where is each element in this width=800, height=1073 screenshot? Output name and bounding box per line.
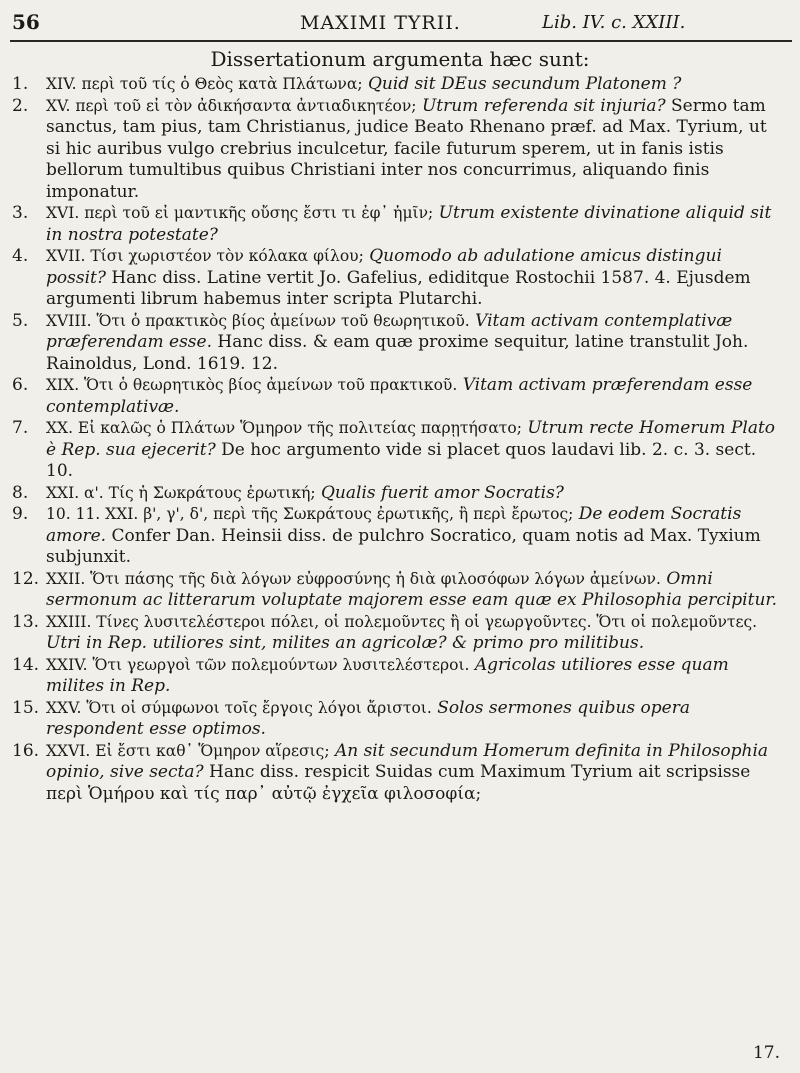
- entry-number: 4.: [12, 246, 29, 266]
- greek-title: XXIII. Τίνες λυσιτελέστεροι πόλει, οἱ πολεμοῦντες ἢ οἱ γεωργοῦντες. Ὅτι οἱ πολεμοῦντες.: [46, 612, 758, 631]
- entry-number: 5.: [12, 310, 29, 331]
- dissertation-entry: [0, 375, 800, 418]
- latin-title: Utri in Rep. utiliores sint, milites an agricolæ? & primo pro militibus.: [46, 633, 645, 653]
- dissertation-entry: [0, 569, 800, 612]
- latin-title: De eodem Socratis amore.: [46, 504, 742, 546]
- latin-title: Vitam activam præferendam esse contemplativæ.: [46, 375, 753, 417]
- entry-note: Confer Dan. Heinsii diss. de pulchro Socratico, quam notis ad Max. Tyxium subjunxit.: [46, 525, 761, 567]
- latin-title: Agricolas utiliores esse quam milites in Rep.: [46, 654, 729, 696]
- entry-number: 12.: [12, 568, 40, 589]
- entry-body: [46, 96, 782, 204]
- entry-note: Hanc diss. Latine vertit Jo. Gafelius, ediditque Rostochii 1587. 4. Ejusdem argumenti librum habemus inter scripta Plutarchi.: [46, 267, 751, 309]
- entry-number: 2.: [12, 95, 29, 116]
- dissertation-entry: [0, 311, 800, 376]
- latin-title: Utrum existente divinatione aliquid sit in nostra potestate?: [46, 203, 772, 245]
- entry-body: [46, 483, 782, 505]
- catchword: 17.: [752, 1043, 780, 1063]
- latin-title: Utrum recte Homerum Plato è Rep. sua ejecerit?: [46, 418, 776, 460]
- entry-number: 13.: [12, 611, 40, 632]
- section-intro: Dissertationum argumenta hæc sunt:: [210, 47, 590, 71]
- entry-number: 7.: [12, 418, 29, 438]
- entry-body: [46, 311, 782, 376]
- greek-title: XXVI. Εἰ ἔστι καθ᾽ Ὅμηρον αἵρεσις;: [46, 741, 330, 760]
- entry-body: [46, 504, 782, 569]
- entry-number: 8.: [12, 482, 29, 503]
- dissertation-entry: [0, 483, 800, 505]
- latin-title: Quomodo ab adulatione amicus distingui possit?: [46, 246, 722, 288]
- entry-number: 9.: [12, 504, 29, 524]
- dissertation-entry: [0, 96, 800, 204]
- dissertation-entry: [0, 655, 800, 698]
- section-reference: Lib. IV. c. XXIII.: [542, 12, 686, 33]
- greek-title: XX. Εἰ καλῶς ὁ Πλάτων Ὅμηρον τῆς πολιτείας παρῃτήσατο;: [46, 419, 522, 437]
- entry-body: [46, 741, 782, 806]
- header-rule: [10, 40, 792, 42]
- entry-number: 6.: [12, 375, 29, 395]
- entry-note: De hoc argumento vide si placet quos laudavi lib. 2. c. 3. sect. 10.: [46, 439, 757, 481]
- greek-title: XXI. α'. Τίς ἡ Σωκράτους ἐρωτική;: [46, 483, 316, 502]
- greek-title: XXV. Ὅτι οἱ σύμφωνοι τοῖς ἔργοις λόγοι ἄριστοι.: [46, 698, 432, 717]
- dissertation-entry: [0, 246, 800, 311]
- dissertation-entry: [0, 612, 800, 655]
- entry-body: [46, 418, 782, 483]
- latin-title: Omni sermonum ac litterarum voluptate majorem esse eam quæ ex Philosophia percipitur.: [46, 568, 778, 610]
- latin-title: Solos sermones quibus opera respondent esse optimos.: [46, 697, 690, 739]
- dissertation-entry: [0, 74, 800, 96]
- greek-title: XXIV. Ὅτι γεωργοὶ τῶν πολεμούντων λυσιτελέστεροι.: [46, 655, 470, 674]
- entry-body: [46, 375, 782, 418]
- page-number: 56: [12, 10, 40, 34]
- entry-body: [46, 203, 782, 246]
- entry-body: [46, 698, 782, 741]
- entry-body: [46, 612, 782, 655]
- dissertation-entry: [0, 418, 800, 483]
- entry-number: 16.: [12, 740, 40, 761]
- latin-title: Vitam activam contemplativæ præferendam esse.: [46, 310, 733, 352]
- greek-title: XVIII. Ὅτι ὁ πρακτικὸς βίος ἀμείνων τοῦ θεωρητικοῦ.: [46, 311, 470, 330]
- latin-title: Utrum referenda sit injuria?: [421, 95, 666, 116]
- greek-title: XIX. Ὅτι ὁ θεωρητικὸς βίος ἀμείνων τοῦ πρακτικοῦ.: [46, 376, 458, 394]
- latin-title: Qualis fuerit amor Socratis?: [321, 482, 564, 503]
- entry-note: Hanc diss. respicit Suidas cum Maximum Tyrium ait scripsisse περὶ Ὁμήρου καὶ τίς παρ᾽ αὐτῷ ἐγχεῖα φιλοσοφία;: [46, 762, 751, 804]
- entry-body: [46, 74, 782, 96]
- greek-title: XV. περὶ τοῦ εἰ τὸν ἀδικήσαντα ἀντιαδικητέον;: [46, 96, 417, 115]
- entry-body: [46, 246, 782, 311]
- entry-body: [46, 655, 782, 698]
- dissertation-entry: [0, 203, 800, 246]
- greek-title: 10. 11. XXI. β', γ', δ', περὶ τῆς Σωκράτους ἐρωτικῆς, ἢ περὶ ἔρωτος;: [46, 505, 574, 523]
- dissertation-entry: [0, 698, 800, 741]
- entry-number: 15.: [12, 697, 40, 718]
- entry-note: Hanc diss. & eam quæ proxime sequitur, latine transtulit Joh. Rainoldus, Lond. 1619. 12.: [46, 332, 749, 374]
- greek-title: XIV. περὶ τοῦ τίς ὁ Θεὸς κατὰ Πλάτωνα;: [46, 75, 363, 93]
- greek-title: XVII. Τίσι χωριστέον τὸν κόλακα φίλου;: [46, 247, 364, 265]
- page-header: [0, 10, 800, 40]
- entry-number: 14.: [12, 654, 40, 675]
- dissertation-list: [0, 74, 800, 805]
- dissertation-entry: [0, 741, 800, 806]
- greek-title: XVI. περὶ τοῦ εἰ μαντικῆς οὔσης ἔστι τι ἐφ᾽ ἡμῖν;: [46, 204, 434, 222]
- latin-title: Quid sit DEus secundum Platonem ?: [367, 74, 682, 94]
- latin-title: An sit secundum Homerum definita in Philosophia opinio, sive secta?: [46, 740, 769, 782]
- entry-body: [46, 569, 782, 612]
- greek-title: XXII. Ὅτι πάσης τῆς διὰ λόγων εὐφροσύνης ἡ διὰ φιλοσόφων λόγων ἀμείνων.: [46, 569, 661, 588]
- dissertation-entry: [0, 504, 800, 569]
- entry-number: 3.: [12, 203, 29, 223]
- entry-number: 1.: [12, 74, 29, 94]
- running-title: MAXIMI TYRII.: [300, 12, 461, 34]
- entry-note: Sermo tam sanctus, tam pius, tam Christianus, judice Beato Rhenano præf. ad Max. Tyrium, ut si hic auribus vulgo crebrius inculcetur, facile futurum sperem, ut in fanis istis bellorum tumultibus quibus Christiani inter nos concurrimus, aliquando finis imponatur.: [46, 95, 767, 202]
